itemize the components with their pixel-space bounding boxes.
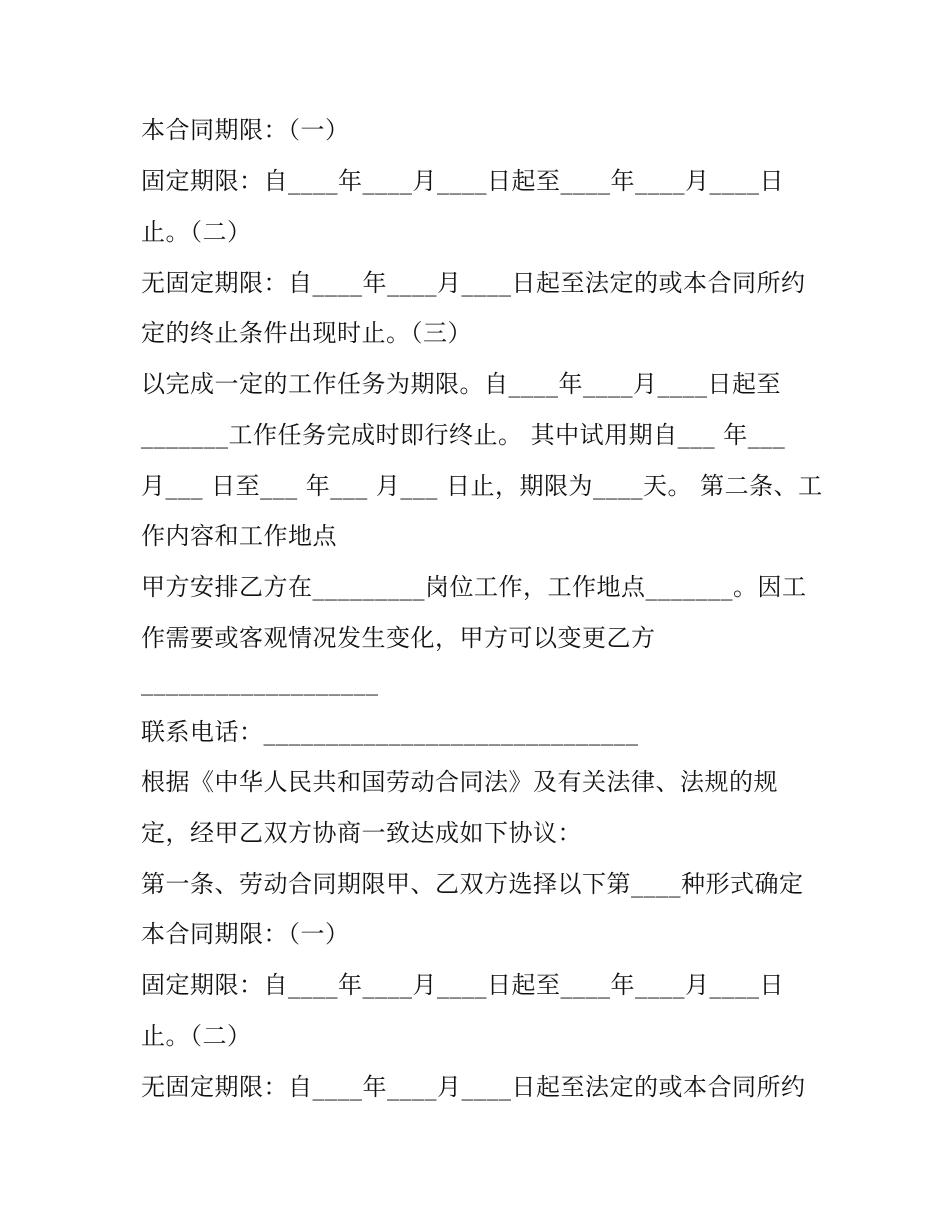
text-line: ___________________ xyxy=(141,668,379,696)
text-line: 止。（二） xyxy=(141,1022,252,1050)
text-line: 联系电话：______________________________ xyxy=(141,718,639,746)
text-line: 甲方安排乙方在_________岗位工作，工作地点_______。因工 xyxy=(141,573,807,601)
text-line: 定，经甲乙双方协商一致达成如下协议： xyxy=(141,819,582,847)
text-line: 本合同期限：（一） xyxy=(141,920,350,948)
text-line: 作内容和工作地点 xyxy=(141,522,337,550)
text-line: 定的终止条件出现时止。（三） xyxy=(141,319,472,347)
text-line: 月___ 日至___ 年___ 月___ 日止，期限为____天。 第二条、工 xyxy=(141,472,823,500)
text-line: 本合同期限：（一） xyxy=(141,116,350,144)
text-line: 以完成一定的工作任务为期限。自____年____月____日起至 xyxy=(141,370,781,398)
text-line: 作需要或客观情况发生变化，甲方可以变更乙方 xyxy=(141,624,656,652)
text-line: 止。（二） xyxy=(141,218,252,246)
text-line: 固定期限：自____年____月____日起至____年____月____日 xyxy=(141,971,784,999)
text-line: 第一条、劳动合同期限甲、乙双方选择以下第____种形式确定 xyxy=(141,870,804,898)
text-line: 固定期限：自____年____月____日起至____年____月____日 xyxy=(141,167,784,195)
text-line: 根据《中华人民共和国劳动合同法》及有关法律、法规的规 xyxy=(141,768,778,796)
text-line: _______工作任务完成时即行终止。 其中试用期自___ 年___ xyxy=(141,421,786,449)
text-line: 无固定期限：自____年____月____日起至法定的或本合同所约 xyxy=(141,269,806,297)
text-line: 无固定期限：自____年____月____日起至法定的或本合同所约 xyxy=(141,1073,806,1101)
